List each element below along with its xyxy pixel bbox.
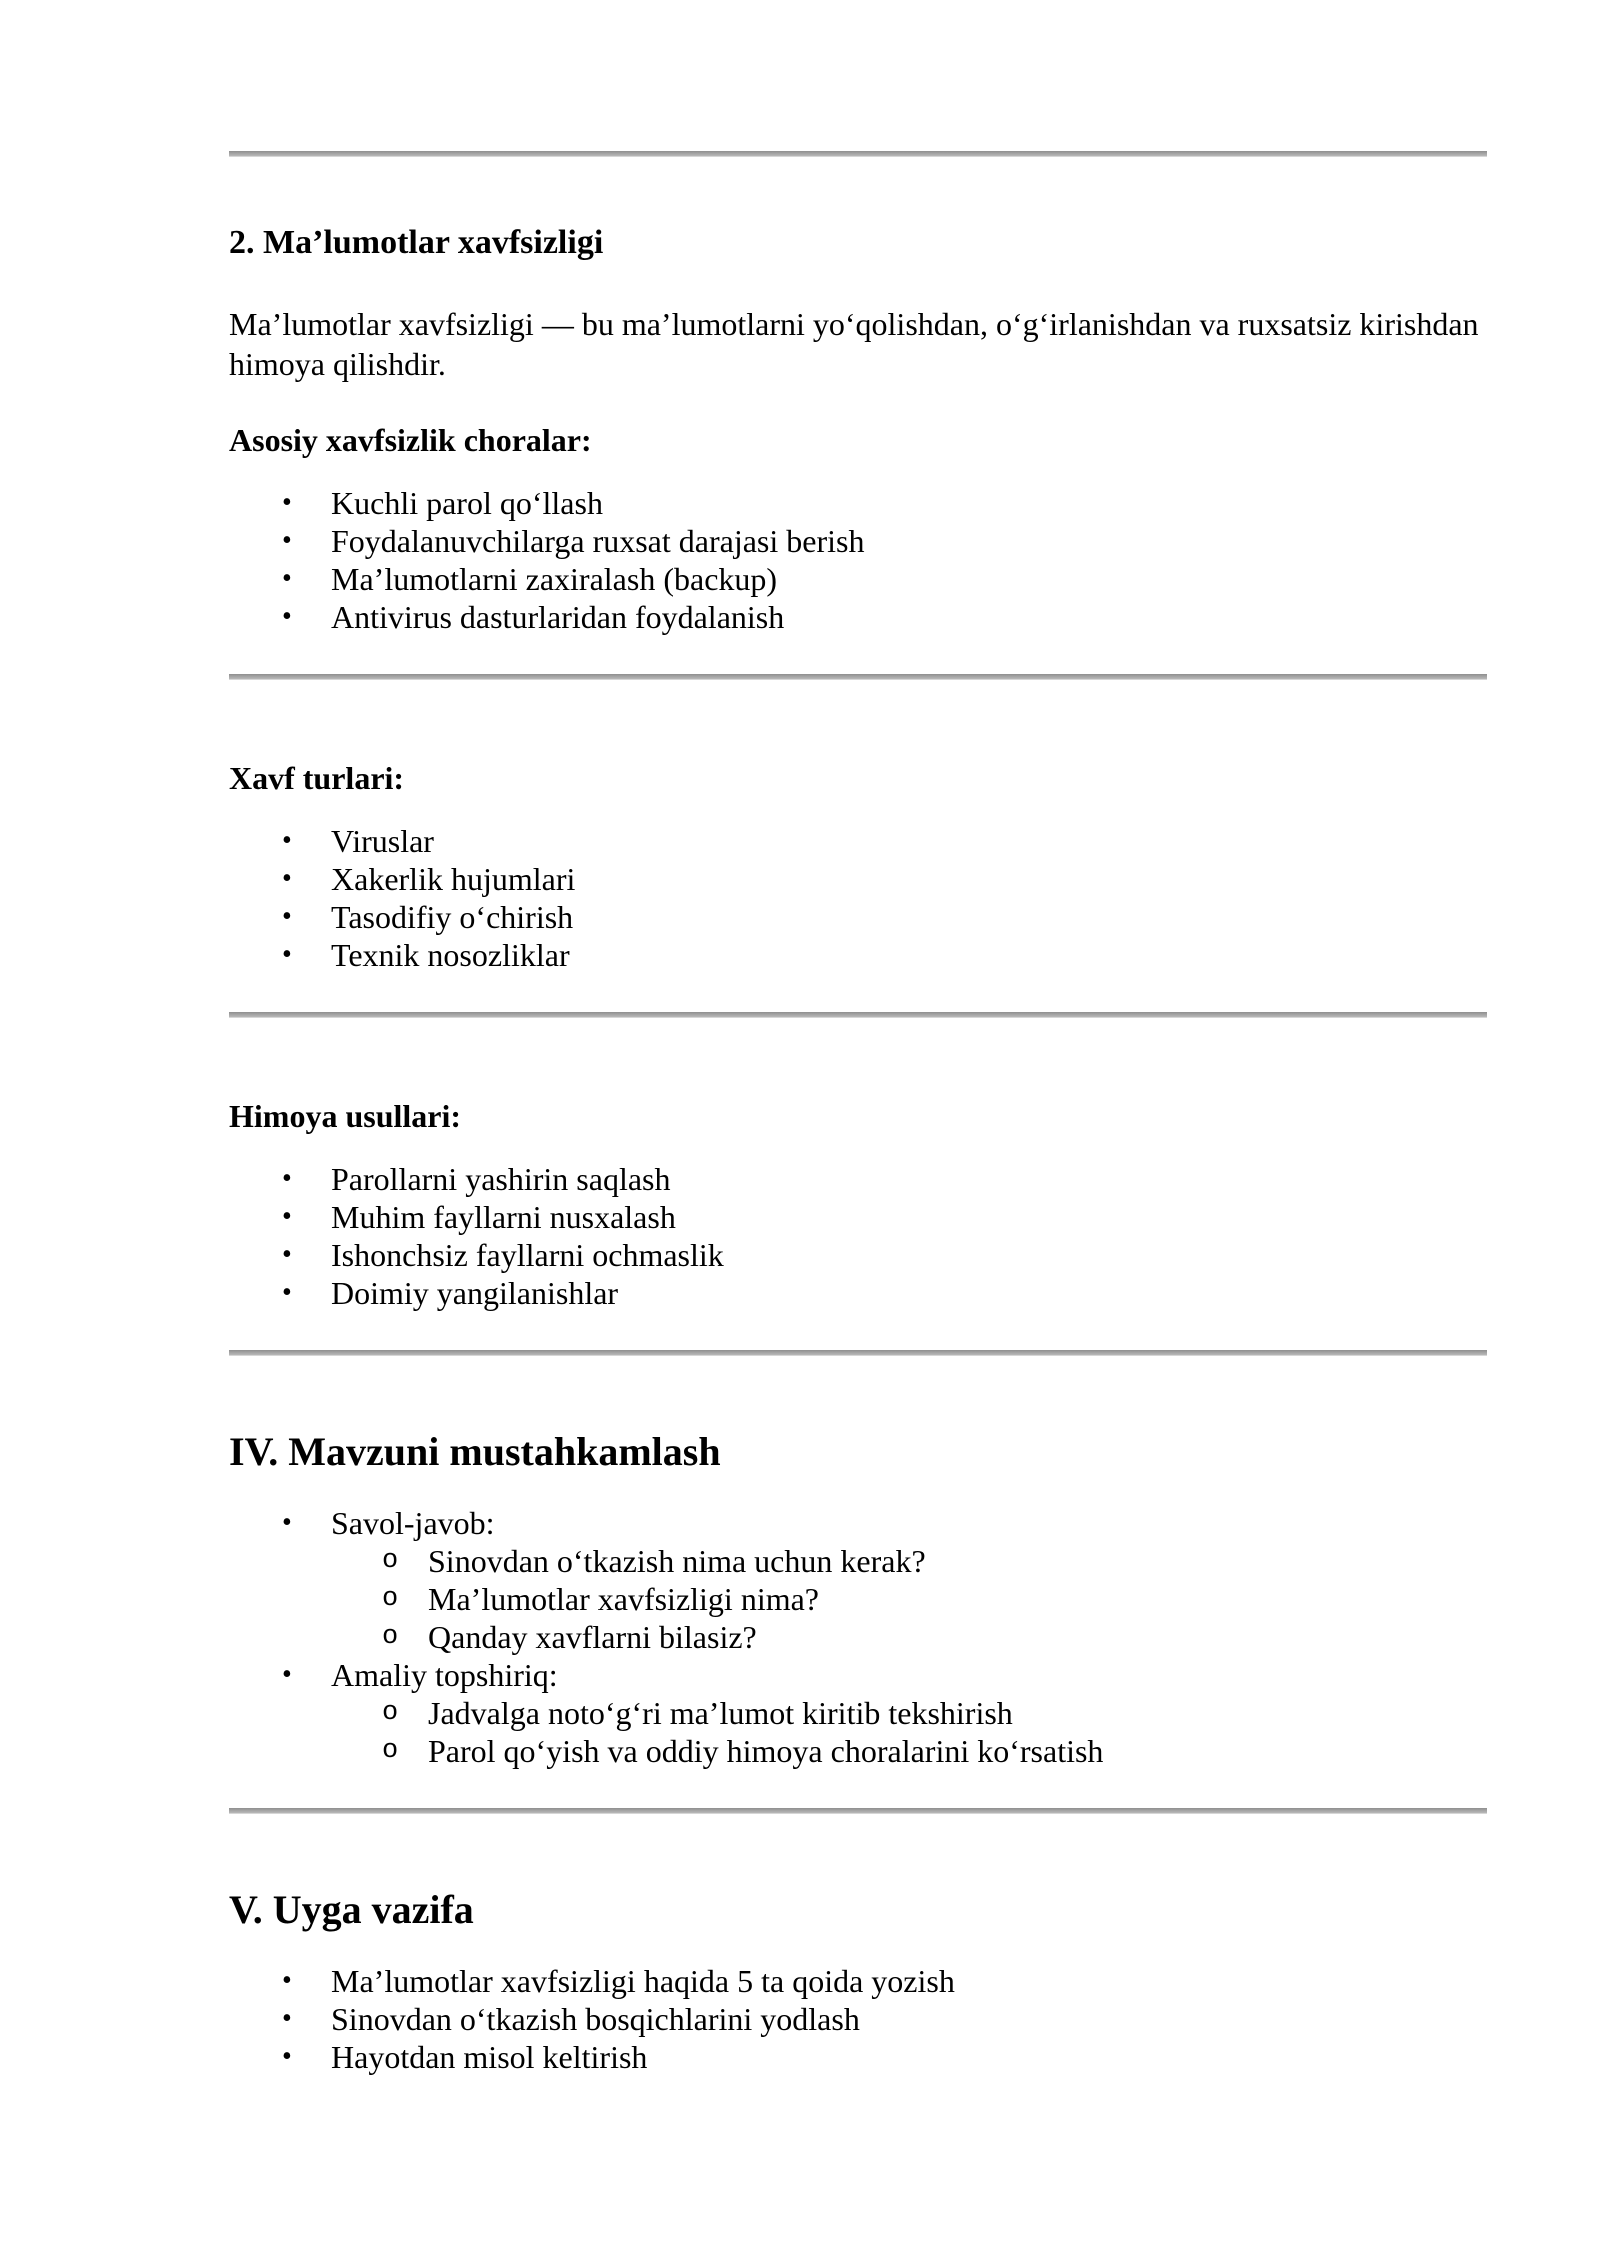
protection-list xyxy=(229,1160,1487,1312)
protection-label: Himoya usullari: xyxy=(229,1097,462,1134)
list-item-text: Ma’lumotlar xavfsizligi haqida 5 ta qoida yozish xyxy=(331,1962,955,1999)
list-item-text: Parollarni yashirin saqlash xyxy=(331,1160,671,1197)
bullet-icon: • xyxy=(282,524,292,556)
bullet-icon: • xyxy=(282,1964,292,1996)
bullet-icon: • xyxy=(282,1162,292,1194)
list-item xyxy=(229,936,1487,974)
list-item-text: Kuchli parol qoʻllash xyxy=(331,484,603,521)
intro-paragraph: Ma’lumotlar xavfsizligi — bu ma’lumotlarni yoʻqolishdan, oʻgʻirlanishdan va ruxsatsiz kirishdan himoya qilishdir. xyxy=(229,305,1479,382)
list-item-text: Tasodifiy oʻchirish xyxy=(331,898,574,935)
bullet-icon: • xyxy=(282,2002,292,2034)
list-item xyxy=(229,1160,1487,1198)
bullet-icon: • xyxy=(282,1276,292,1308)
bullet-icon: • xyxy=(282,1506,292,1538)
circle-bullet-icon: o xyxy=(382,1583,399,1614)
list-subitem xyxy=(229,1618,1487,1656)
bullet-icon: • xyxy=(282,1200,292,1232)
list-item-text: Ishonchsiz fayllarni ochmaslik xyxy=(331,1236,724,1273)
bullet-icon: • xyxy=(282,862,292,894)
list-item xyxy=(229,1274,1487,1312)
bullet-icon: • xyxy=(282,562,292,594)
horizontal-rule xyxy=(229,1350,1487,1356)
list-item xyxy=(229,822,1487,860)
list-item-text: Antivirus dasturlaridan foydalanish xyxy=(331,598,785,635)
list-item-text: Sinovdan oʻtkazish bosqichlarini yodlash xyxy=(331,2000,860,2037)
list-item xyxy=(229,1962,1487,2000)
threats-list xyxy=(229,822,1487,974)
section-heading-homework: V. Uyga vazifa xyxy=(229,1886,474,1932)
list-item xyxy=(229,1504,1487,1542)
list-item xyxy=(229,1656,1487,1694)
list-item xyxy=(229,484,1487,522)
list-item xyxy=(229,522,1487,560)
list-item xyxy=(229,860,1487,898)
list-item xyxy=(229,560,1487,598)
list-subitem xyxy=(229,1580,1487,1618)
list-item-text: Amaliy topshiriq: xyxy=(331,1656,558,1693)
list-item-text: Foydalanuvchilarga ruxsat darajasi berish xyxy=(331,522,865,559)
bullet-icon: • xyxy=(282,2040,292,2072)
horizontal-rule xyxy=(229,1808,1487,1814)
bullet-icon: • xyxy=(282,1658,292,1690)
list-item-text: Ma’lumotlar xavfsizligi nima? xyxy=(428,1580,819,1617)
list-item-text: Doimiy yangilanishlar xyxy=(331,1274,619,1311)
horizontal-rule xyxy=(229,151,1487,157)
circle-bullet-icon: o xyxy=(382,1697,399,1728)
horizontal-rule xyxy=(229,1012,1487,1018)
section-heading-reinforcement: IV. Mavzuni mustahkamlash xyxy=(229,1428,721,1474)
list-item-text: Ma’lumotlarni zaxiralash (backup) xyxy=(331,560,778,597)
measures-label: Asosiy xavfsizlik choralar: xyxy=(229,421,592,458)
list-item-text: Viruslar xyxy=(331,822,434,859)
circle-bullet-icon: o xyxy=(382,1545,399,1576)
list-item xyxy=(229,598,1487,636)
circle-bullet-icon: o xyxy=(382,1621,399,1652)
circle-bullet-icon: o xyxy=(382,1735,399,1766)
list-item-text: Xakerlik hujumlari xyxy=(331,860,576,897)
list-item-text: Qanday xavflarni bilasiz? xyxy=(428,1618,757,1655)
bullet-icon: • xyxy=(282,600,292,632)
bullet-icon: • xyxy=(282,486,292,518)
list-item-text: Muhim fayllarni nusxalash xyxy=(331,1198,676,1235)
list-item-text: Texnik nosozliklar xyxy=(331,936,570,973)
measures-list xyxy=(229,484,1487,636)
list-item xyxy=(229,2000,1487,2038)
list-item xyxy=(229,1236,1487,1274)
bullet-icon: • xyxy=(282,938,292,970)
bullet-icon: • xyxy=(282,824,292,856)
list-subitem xyxy=(229,1542,1487,1580)
list-subitem xyxy=(229,1732,1487,1770)
list-item-text: Savol-javob: xyxy=(331,1504,495,1541)
bullet-icon: • xyxy=(282,900,292,932)
list-item-text: Jadvalga notoʻgʻri ma’lumot kiritib tekshirish xyxy=(428,1694,1013,1731)
list-item xyxy=(229,1198,1487,1236)
list-item xyxy=(229,898,1487,936)
horizontal-rule xyxy=(229,674,1487,680)
list-item xyxy=(229,2038,1487,2076)
section-heading-data-security: 2. Ma’lumotlar xavfsizligi xyxy=(229,224,604,261)
list-item-text: Parol qoʻyish va oddiy himoya choralarini koʻrsatish xyxy=(428,1732,1104,1769)
threats-label: Xavf turlari: xyxy=(229,759,405,796)
bullet-icon: • xyxy=(282,1238,292,1270)
homework-list xyxy=(229,1962,1487,2076)
list-item-text: Hayotdan misol keltirish xyxy=(331,2038,648,2075)
list-subitem xyxy=(229,1694,1487,1732)
reinforcement-list xyxy=(229,1504,1487,1770)
list-item-text: Sinovdan oʻtkazish nima uchun kerak? xyxy=(428,1542,926,1579)
